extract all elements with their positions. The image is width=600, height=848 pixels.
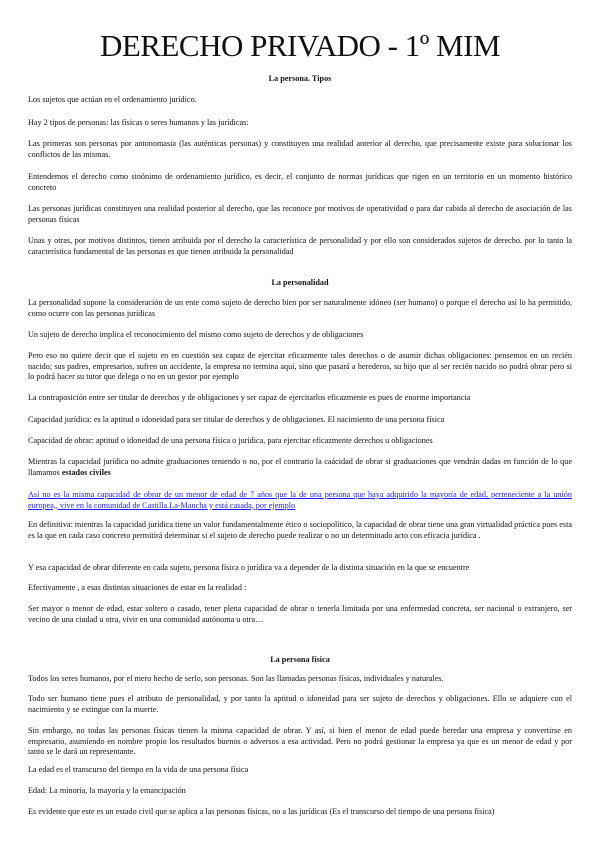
paragraph: Entendemos el derecho como sinónimo de ordenamiento jurídico, es decir, el conjunto de normas jurídicas que rigen en un territorio en un momento histórico concreto [28, 172, 572, 192]
example-link[interactable]: Así no es la misma capacidad de obrar de un menor de edad de 7 años que la de una persona que haya adquirido la mayoría de edad, perteneciente a la unión europea,, vive en la comunidad de Castilla La-Mancha y está casada, por ejemplo [28, 490, 572, 510]
estados-civiles-bold: estados civiles [61, 467, 111, 477]
paragraph: Y esa capacidad de obrar diferente en cada sujeto, persona física o jurídica va a depender de la distinta situación en la que se encuentre [28, 563, 470, 572]
paragraph: Edad: La minoría, la mayoría y la emancipación [28, 786, 186, 795]
paragraph: La contraposición entre ser titular de derechos y de obligaciones y ser capaz de ejercitarlos eficazmente es pues de enorme importancia [28, 393, 471, 402]
paragraph: Capacidad de obrar: aptitud o idoneidad de una persona física o jurídica, para ejercitar eficazmente derechos u obligaciones [28, 436, 433, 445]
paragraph: Efectivamente , a esas distintas situaciones de estar en la realidad : [28, 583, 247, 592]
page-title: DERECHO PRIVADO - 1º MIM [99, 28, 501, 63]
paragraph: La personalidad supone la consideración de un ente como sujeto de derecho bien por ser naturalmente idóneo (ser humano) o porque el derecho así lo ha permitido, como ocurre con las personas jurídicas [28, 298, 572, 318]
paragraph: Todos los seres humanos, por el mero hecho de serlo, son personas. Son las llamadas personas físicas, individuales y naturales. [28, 674, 444, 683]
paragraph: Unas y otras, por motivos distintos, tienen atribuida por el derecho la característica de personalidad y por ello son considerados sujetos de derecho. por lo tanto la característica fundamental de las personas es que tienen atribuida la personalidad [28, 236, 572, 256]
paragraph: Las personas jurídicas constituyen una realidad posterior al derecho, que las reconoce por motivos de operatividad o para dar cabida al derecho de asociación de las personas físicas [28, 204, 572, 224]
heading-la-personalidad: La personalidad [271, 278, 329, 287]
paragraph: Capacidad jurídica: es la aptitud o idoneidad para ser titular de derechos y de obligaciones. El nacimiento de una persona física [28, 415, 445, 424]
paragraph: Sin embargo, no todas las personas físicas tienen la misma capacidad de obrar. Y así, si bien el menor de edad puede heredar una empresa y convertirse en empresario, asumiendo en nombre propio los resultados buenos o adversos a esa actividad. Pero no podrá gestionar la empresa ya que es un menor de edad y por tanto se le dará un representante. [28, 726, 572, 757]
paragraph: En definitiva: mientras la capacidad jurídica tiene un valor fundamentalmente ético o sociopolítico, la capacidad de obrar tiene una gran virtualidad práctica pues esta es la que en cada caso concreto permitirá determinar si el sujeto de derecho puede realizar o no un determinado acto con eficacia jurídica . [28, 520, 572, 540]
paragraph: Pero eso no quiere decir que el sujeto en en cuestión sea capaz de ejercitar eficazmente tales derechos o de asumir dichas obligaciones: pensemos en un recién nacido; sus padres, empresarios, sufren un accidente, la empresa no termina aquí, sino que pasará a herederos, su hijo que al ser recién nacido no podrá obrar pero si lo podrá hacer su tutor que delega o no en un gestor por ejemplo [28, 351, 572, 382]
paragraph: Es evidente que este es un estado civil que se aplica a las personas físicas, no a las jurídicas (Es el transcurso del tiempo de una persona física) [28, 807, 495, 816]
paragraph: La edad es el transcurso del tiempo en la vida de una persona física [28, 765, 249, 774]
paragraph: Las primeras son personas por antonomasia (las auténticas personas) y constituyen una realidad anterior al derecho, que precisamente existe para solucionar los conflictos de las mismas. [28, 139, 572, 159]
paragraph: Todo ser humano tiene pues el atributo de personalidad, y por tanto la aptitud o idoneidad para ser sujeto de derechos y obligaciones. Ello se adquiere con el nacimiento y se extingue con la muerte. [28, 694, 572, 714]
heading-la-persona-tipos: La persona. Tipos [268, 74, 332, 83]
paragraph: Ser mayor o menor de edad, estar soltero o casado, tener plena capacidad de obrar o tenerla limitada por una enfermedad concreta, ser nacional o extranjero, ser vecino de una ciudad u otra, vivir en una comunidad autónoma u otra… [28, 604, 572, 624]
paragraph: Hay 2 tipos de personas: las físicas o seres humanos y las jurídicas: [28, 118, 249, 127]
hyperlink-paragraph [28, 490, 572, 511]
paragraph: Los sujetos que actúan en el ordenamiento jurídico. [28, 95, 197, 104]
paragraph: Un sujeto de derecho implica el reconocimiento del mismo como sujeto de derechos y de obligaciones [28, 330, 364, 339]
paragraph-estados-civiles [28, 457, 572, 478]
heading-la-persona-fisica: La persona física [270, 655, 330, 664]
paragraph-text: Mientras la capacidad jurídica no admite graduaciones teniendo o no, por el contrario la caácidad de obrar si graduaciones que vendrán dadas en función de lo que llamamos [28, 457, 572, 477]
